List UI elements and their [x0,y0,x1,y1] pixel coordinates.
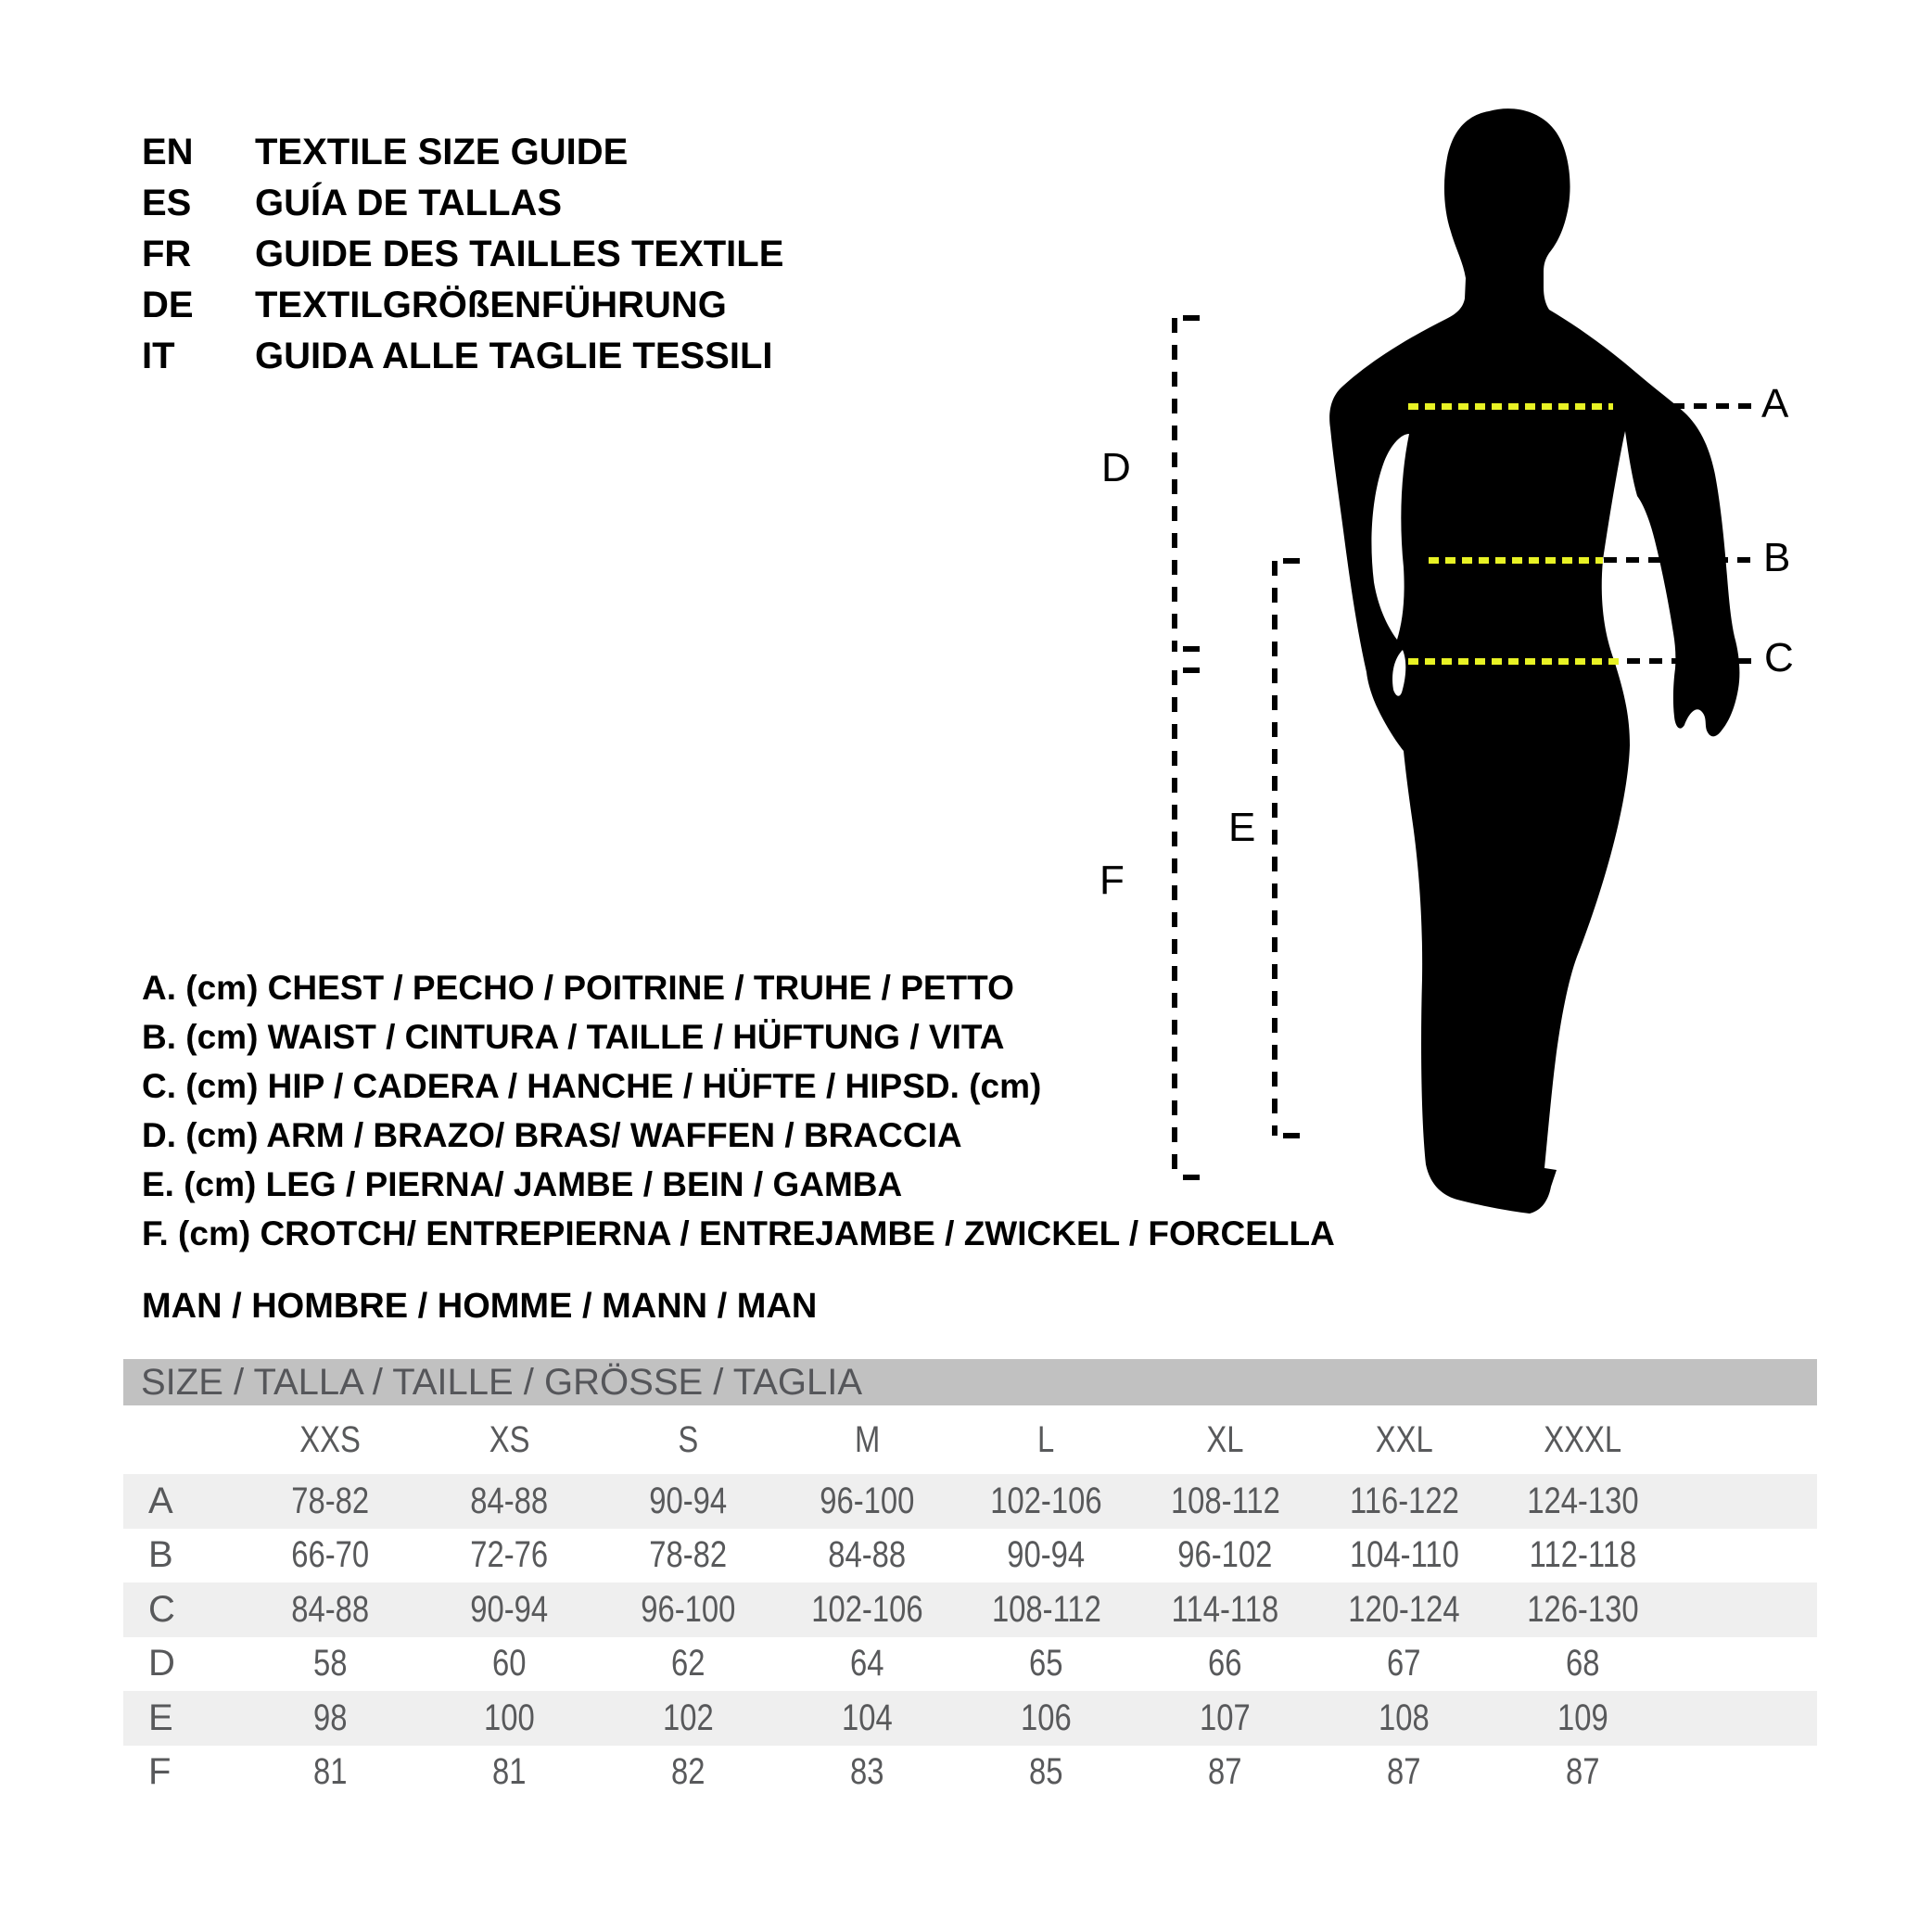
table-cell: 109 [1557,1697,1608,1738]
table-cell: 114-118 [1171,1588,1279,1630]
table-cell: 112-118 [1529,1534,1637,1576]
label-hip-c: C [1764,635,1794,680]
language-title: GUIDE DES TAILLES TEXTILE [255,234,784,274]
table-cell: 84-88 [291,1588,370,1630]
table-cell: 104 [842,1697,893,1738]
table-cell: 81 [492,1751,527,1793]
table-cell: 108-112 [1170,1480,1280,1521]
row-label: F [148,1751,172,1793]
language-row [142,127,783,178]
label-arm-d: D [1101,445,1131,490]
table-cell: 102-106 [811,1588,923,1630]
table-cell: 96-102 [1177,1534,1273,1576]
crotch-line-bottom-tick [1183,1175,1200,1180]
table-cell: 106 [1021,1697,1072,1738]
table-cell: 107 [1200,1697,1251,1738]
table-row-c [123,1582,1817,1637]
language-title-list [142,127,783,382]
language-code: EN [142,132,194,172]
legend-line-a: A. (cm) CHEST / PECHO / POITRINE / TRUHE / PETTO [142,969,1014,1007]
table-cell: 126-130 [1527,1588,1639,1630]
size-col-xxs: XXS [299,1418,362,1460]
legend-line-c: C. (cm) HIP / CADERA / HANCHE / HÜFTE / HIPSD. (cm) [142,1067,1042,1105]
table-row-d [123,1637,1817,1692]
label-crotch-f: F [1099,858,1125,903]
table-cell: 84-88 [470,1480,549,1521]
table-cell: 100 [484,1697,535,1738]
table-cell: 60 [492,1643,527,1684]
table-cell: 98 [313,1697,348,1738]
size-col-xxxl: XXXL [1544,1418,1622,1460]
language-code: DE [142,285,194,325]
waist-yellow-dash [1429,557,1603,564]
size-col-xxl: XXL [1375,1418,1433,1460]
size-header-row [123,1405,1817,1474]
table-cell: 108 [1379,1697,1430,1738]
crotch-line-top-tick [1183,667,1200,673]
table-cell: 67 [1387,1643,1421,1684]
legend-line-e: E. (cm) LEG / PIERNA/ JAMBE / BEIN / GAMBA [142,1165,903,1203]
row-label: A [148,1480,173,1521]
table-row-b [123,1529,1817,1583]
table-row-f [123,1746,1817,1800]
language-row [142,280,783,331]
language-row [142,229,783,280]
table-cell: 116-122 [1349,1480,1459,1521]
table-cell: 96-100 [820,1480,915,1521]
language-row [142,178,783,229]
table-cell: 87 [1208,1751,1242,1793]
crotch-measure-line [1172,670,1177,1180]
size-table-title: SIZE / TALLA / TAILLE / GRÖSSE / TAGLIA [141,1362,863,1403]
legend-line-b: B. (cm) WAIST / CINTURA / TAILLE / HÜFTUNG / VITA [142,1018,1005,1056]
size-col-l: L [1037,1418,1055,1460]
size-table [123,1359,1817,1799]
table-cell: 104-110 [1349,1534,1459,1576]
language-title: TEXTILGRÖßENFÜHRUNG [255,285,727,325]
table-cell: 66 [1208,1643,1242,1684]
arm-line-bottom-tick [1183,646,1200,652]
table-cell: 124-130 [1527,1480,1639,1521]
legend-line-d: D. (cm) ARM / BRAZO/ BRAS/ WAFFEN / BRACCIA [142,1116,962,1154]
table-row-e [123,1691,1817,1746]
table-cell: 72-76 [470,1534,549,1576]
table-cell: 102 [663,1697,714,1738]
table-cell: 83 [850,1751,884,1793]
category-title: MAN / HOMBRE / HOMME / MANN / MAN [142,1287,818,1326]
language-title: GUÍA DE TALLAS [255,183,563,223]
table-cell: 90-94 [1007,1534,1086,1576]
chest-yellow-dash [1408,403,1613,410]
table-cell: 78-82 [291,1480,370,1521]
table-cell: 78-82 [649,1534,728,1576]
table-cell: 68 [1566,1643,1600,1684]
size-col-xl: XL [1206,1418,1244,1460]
table-cell: 96-100 [641,1588,736,1630]
legend-line-f: F. (cm) CROTCH/ ENTREPIERNA / ENTREJAMBE / ZWICKEL / FORCELLA [142,1214,1335,1252]
table-cell: 64 [850,1643,884,1684]
hip-yellow-dash [1408,658,1619,665]
table-cell: 87 [1566,1751,1600,1793]
leg-line-bottom-tick [1283,1133,1300,1138]
language-title: GUIDA ALLE TAGLIE TESSILI [255,336,773,376]
table-cell: 87 [1387,1751,1421,1793]
size-col-m: M [854,1418,881,1460]
leg-line-top-tick [1283,558,1300,564]
arm-line-top-tick [1183,315,1200,321]
table-cell: 90-94 [470,1588,549,1630]
table-cell: 102-106 [990,1480,1102,1521]
table-cell: 62 [671,1643,705,1684]
language-code: IT [142,336,175,376]
table-cell: 120-124 [1348,1588,1460,1630]
table-cell: 108-112 [991,1588,1101,1630]
table-row-a [123,1474,1817,1529]
label-chest-a: A [1761,381,1789,426]
label-leg-e: E [1228,805,1256,850]
table-cell: 84-88 [828,1534,907,1576]
row-label: B [148,1534,173,1576]
table-cell: 58 [313,1643,348,1684]
leg-measure-line [1272,561,1277,1136]
table-cell: 85 [1029,1751,1063,1793]
table-cell: 90-94 [649,1480,728,1521]
language-title: TEXTILE SIZE GUIDE [255,132,629,172]
size-table-header-band [123,1359,1817,1405]
arm-measure-line [1172,318,1177,652]
table-cell: 81 [313,1751,348,1793]
label-waist-b: B [1763,535,1791,580]
row-label: C [148,1588,175,1630]
row-label: D [148,1643,175,1684]
measurement-legend [142,963,1335,1258]
language-code: FR [142,234,192,274]
language-code: ES [142,183,192,223]
size-col-s: S [678,1418,699,1460]
table-cell: 82 [671,1751,705,1793]
table-cell: 66-70 [291,1534,370,1576]
row-label: E [148,1697,173,1738]
table-cell: 65 [1029,1643,1063,1684]
language-row [142,331,783,382]
size-col-xs: XS [489,1418,530,1460]
